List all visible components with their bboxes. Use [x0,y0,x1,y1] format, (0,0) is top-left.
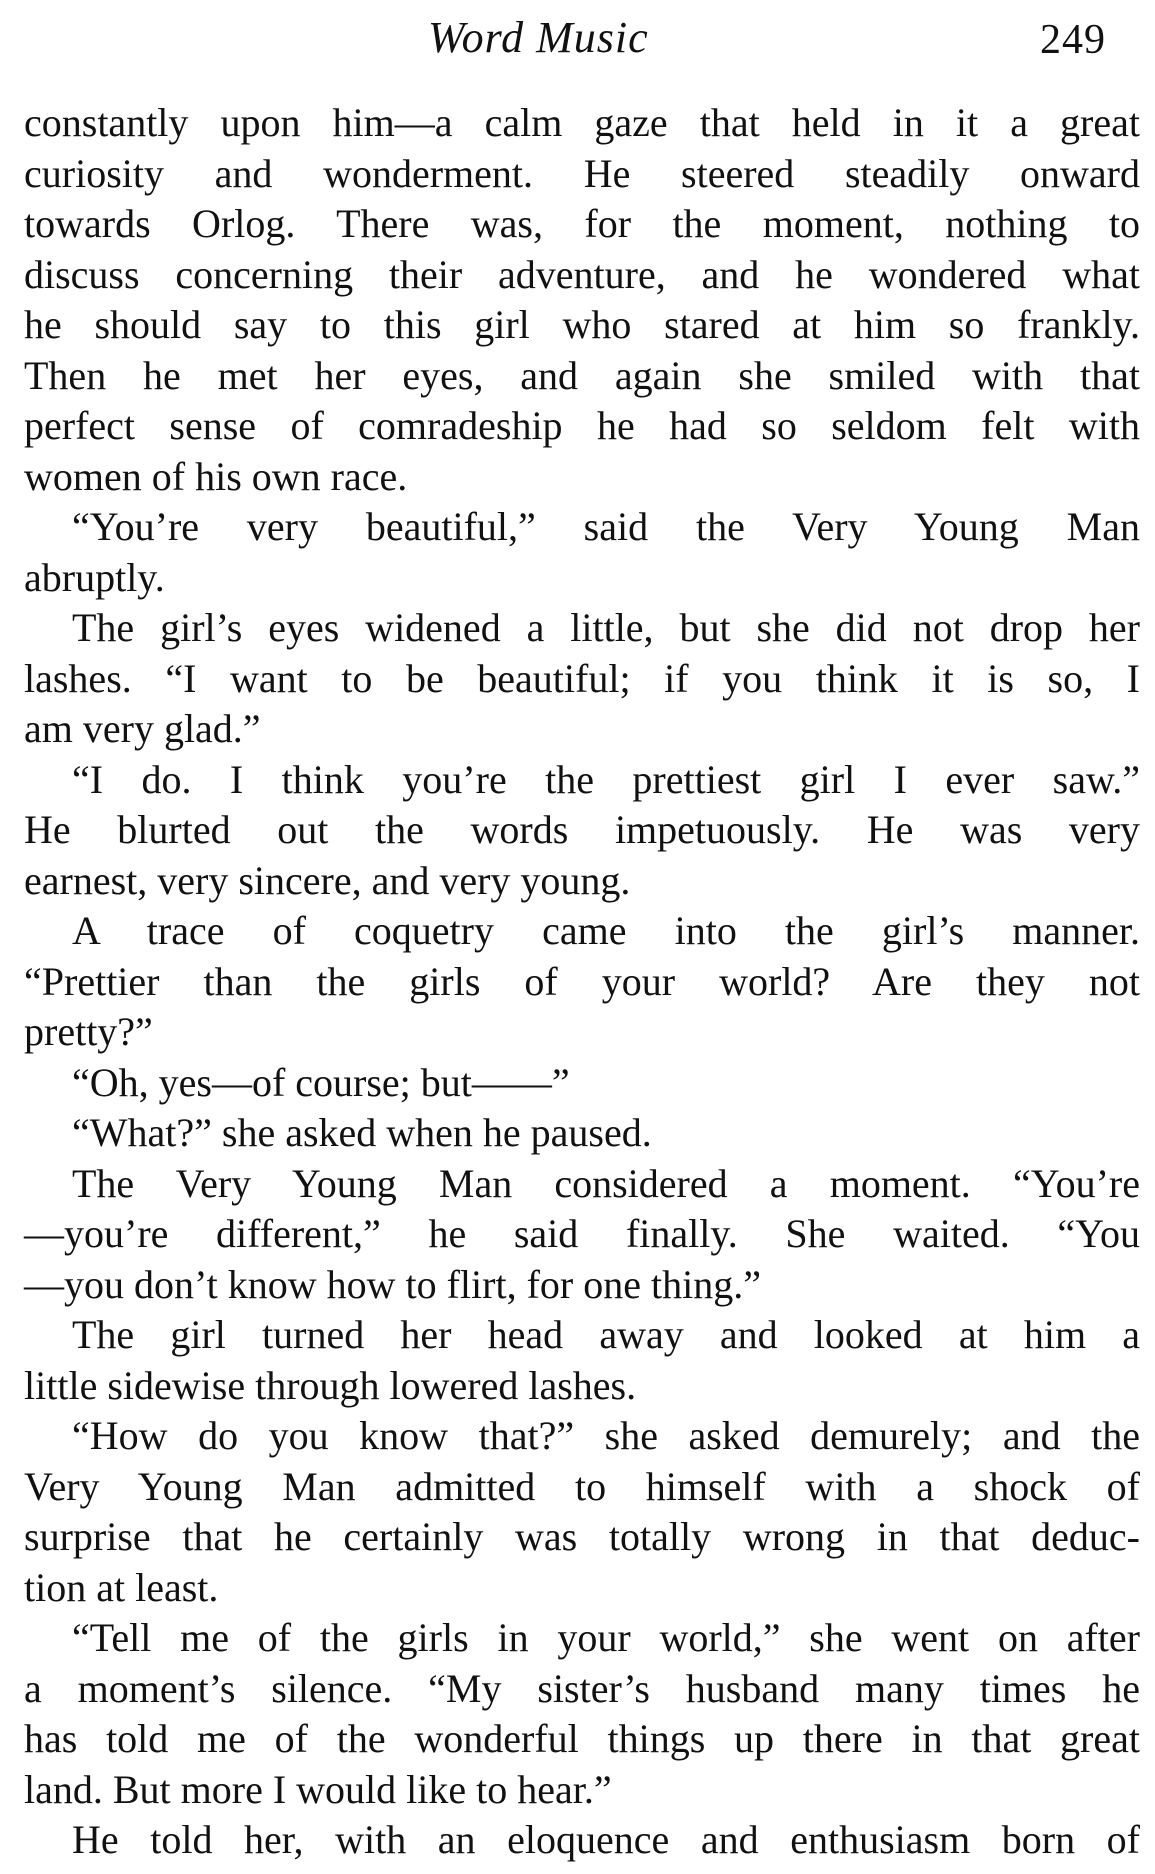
text-line: Very Young Man admitted to himself with a shock of [24,1463,1140,1509]
text-line: “You’re very beautiful,” said the Very Young Man [72,504,1140,549]
text-line: tion at least. [24,1564,219,1610]
text-line: land. But more I would like to hear.” [24,1766,612,1812]
text-line: curiosity and wonderment. He steered steadily onward [24,150,1140,196]
text-line: He told her, with an eloquence and enthusiasm born of [72,1817,1140,1862]
text-line: am very glad.” [24,706,261,751]
text-line: a moment’s silence. “My sister’s husband many times he [24,1665,1140,1711]
text-line: He blurted out the words impetuously. He was very [24,807,1140,852]
running-title: Word Music [428,13,649,62]
text-line: discuss concerning their adventure, and he wondered what [24,251,1140,297]
text-line: lashes. “I want to be beautiful; if you think it is so, I [24,655,1140,701]
text-line: “What?” she asked when he paused. [72,1110,652,1155]
running-head [0,12,1155,72]
text-line: has told me of the wonderful things up there in that great [24,1716,1140,1761]
text-line: towards Orlog. There was, for the moment, nothing to [24,201,1140,246]
text-line: —you’re different,” he said finally. She waited. “You [24,1211,1140,1256]
body-text [24,98,1140,1866]
text-line: little sidewise through lowered lashes. [24,1362,637,1408]
text-line: surprise that he certainly was totally wrong in that deduc- [24,1514,1140,1559]
text-line: constantly upon him—a calm gaze that held in it a great [24,100,1140,145]
text-line: “I do. I think you’re the prettiest girl I ever saw.” [72,756,1140,802]
page-number: 249 [1040,17,1106,63]
text-line: perfect sense of comradeship he had so seldom felt with [24,403,1140,448]
text-line: The girl turned her head away and looked at him a [72,1312,1140,1357]
text-line: “Oh, yes—of course; but——” [72,1059,570,1105]
text-line: “Prettier than the girls of your world? Are they not [24,958,1140,1004]
text-line: abruptly. [24,554,165,600]
text-line: A trace of coquetry came into the girl’s manner. [72,908,1140,953]
text-line: “How do you know that?” she asked demurely; and the [72,1413,1140,1458]
text-line: —you don’t know how to flirt, for one thing.” [24,1261,761,1307]
text-line: women of his own race. [24,453,408,499]
text-line: “Tell me of the girls in your world,” she went on after [72,1615,1140,1660]
text-line: earnest, very sincere, and very young. [24,857,631,903]
text-line: Then he met her eyes, and again she smiled with that [24,352,1140,398]
text-line: he should say to this girl who stared at him so frankly. [24,302,1140,347]
text-line: The Very Young Man considered a moment. “You’re [72,1160,1140,1206]
text-line: pretty?” [24,1009,153,1054]
text-line: The girl’s eyes widened a little, but she did not drop her [72,605,1140,650]
